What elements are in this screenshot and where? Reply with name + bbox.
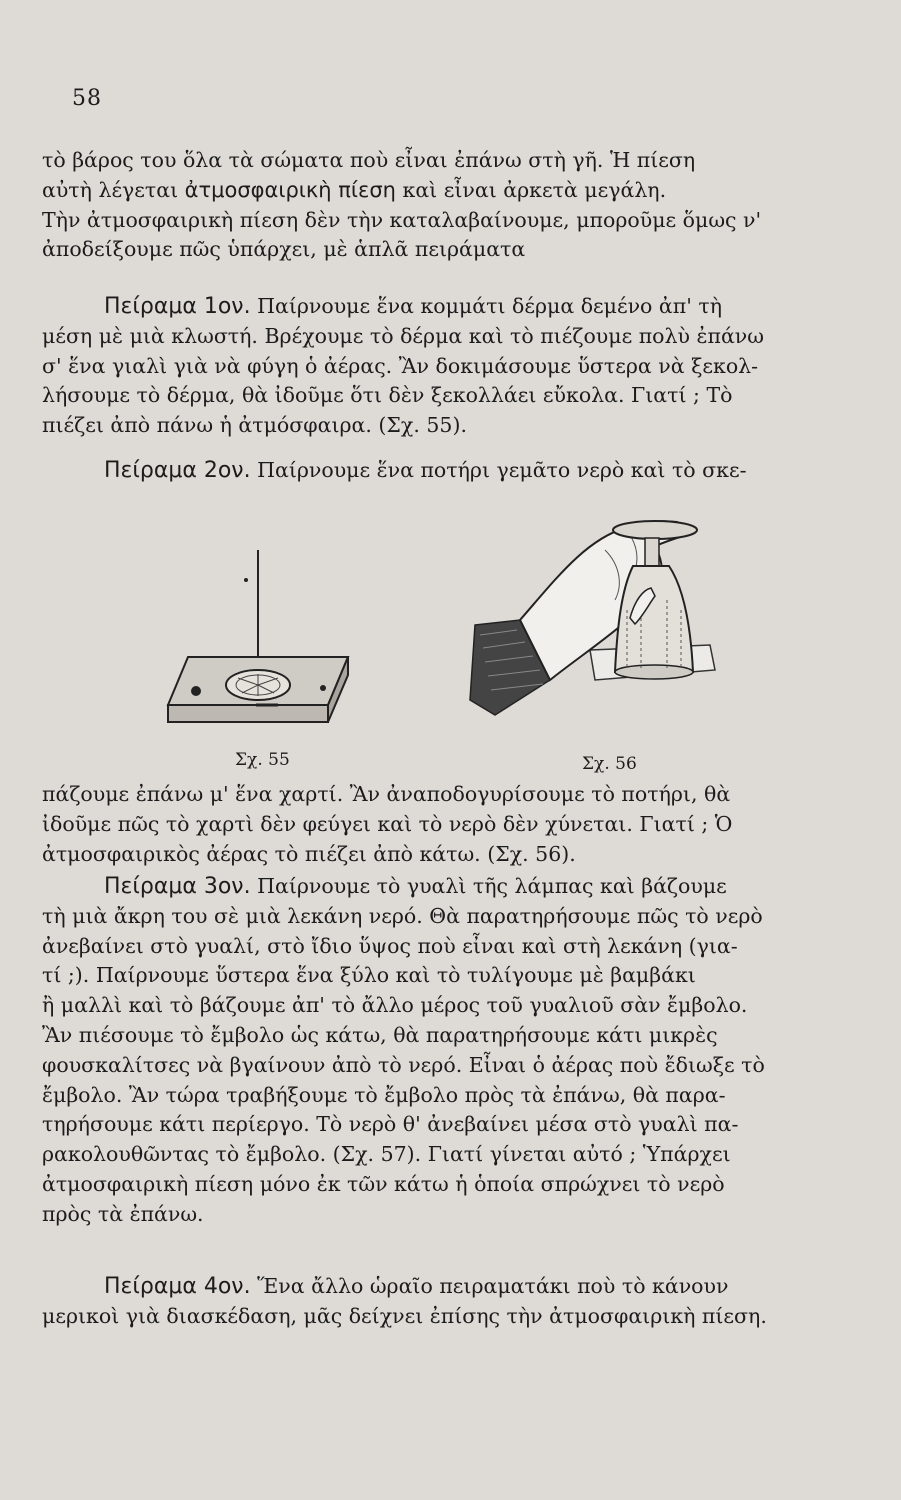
- experiment-3-heading: Πείραμα 3ον.: [104, 874, 251, 899]
- text-line: Τὴν ἀτμοσφαιρικὴ πίεση δὲν τὴν καταλαβαίνουμε, μποροῦμε ὅμως ν': [42, 207, 762, 232]
- experiment-2-heading: Πείραμα 2ον.: [104, 458, 251, 483]
- text-line: ἀτμοσφαιρικὴ πίεση μόνο ἐκ τῶν κάτω ἡ ὁποία σπρώχνει τὸ νερὸ: [42, 1171, 725, 1196]
- experiment-3-paragraph: [42, 872, 842, 1230]
- figure-55-caption: Σχ. 55: [235, 750, 290, 770]
- text-line: ἀποδείξουμε πῶς ὑπάρχει, μὲ ἁπλᾶ πειράματα: [42, 237, 526, 262]
- text-line: τὸ βάρος του ὅλα τὰ σώματα ποὺ εἶναι ἐπάνω στὴ γῆ. Ἡ πίεση: [42, 148, 696, 172]
- experiment-2-paragraph: [42, 456, 842, 486]
- experiment-4-paragraph: [42, 1272, 842, 1332]
- text-line: τί ;). Παίρνουμε ὕστερα ἕνα ξύλο καὶ τὸ τυλίγουμε μὲ βαμβάκι: [42, 963, 696, 988]
- experiment-4-heading: Πείραμα 4ον.: [104, 1274, 251, 1299]
- text-line: ἔμβολο. Ἂν τώρα τραβήξουμε τὸ ἔμβολο πρὸς τὰ ἐπάνω, θὰ παρα-: [42, 1082, 726, 1107]
- text-line: σ' ἕνα γιαλὶ γιὰ νὰ φύγη ὁ ἀέρας. Ἂν δοκιμάσουμε ὕστερα νὰ ξεκολ-: [42, 353, 759, 378]
- page-number: 58: [72, 86, 102, 111]
- text-line: μέση μὲ μιὰ κλωστή. Βρέχουμε τὸ δέρμα καὶ τὸ πιέζουμε πολὺ ἐπάνω: [42, 323, 764, 348]
- text-line: ἢ μαλλὶ καὶ τὸ βάζουμε ἀπ' τὸ ἄλλο μέρος τοῦ γυαλιοῦ σὰν ἔμβολο.: [42, 993, 748, 1018]
- experiment-4-first-line: Πείραμα 4ον. Ἕνα ἄλλο ὡραῖο πειραματάκι ποὺ τὸ κάνουν: [104, 1274, 729, 1299]
- text-line: Ἂν πιέσουμε τὸ ἔμβολο ὡς κάτω, θὰ παρατηρήσουμε κάτι μικρὲς: [42, 1022, 718, 1047]
- figure-56-illustration: [455, 500, 755, 745]
- experiment-3-first-line: Πείραμα 3ον. Παίρνουμε τὸ γυαλὶ τῆς λάμπας καὶ βάζουμε: [104, 874, 727, 899]
- experiment-1-paragraph: [42, 292, 842, 441]
- text-line-with-term: αὐτὴ λέγεται ἀτμοσφαιρικὴ πίεση καὶ εἶναι ἀρκετὰ μεγάλη.: [42, 177, 667, 202]
- text-line: φουσκαλίτσες νὰ βγαίνουν ἀπὸ τὸ νερό. Εἶναι ὁ ἀέρας ποὺ ἔδιωξε τὸ: [42, 1052, 765, 1077]
- key-term: ἀτμοσφαιρικὴ πίεση: [184, 177, 396, 202]
- text-line: πρὸς τὰ ἐπάνω.: [42, 1201, 204, 1226]
- text-line: τηρήσουμε κάτι περίεργο. Τὸ νερὸ θ' ἀνεβαίνει μέσα στὸ γυαλὶ πα-: [42, 1112, 739, 1137]
- text-line: ἀνεβαίνει στὸ γυαλί, στὸ ἴδιο ὕψος ποὺ εἶναι καὶ στὴ λεκάνη (για-: [42, 933, 738, 958]
- text-line: λήσουμε τὸ δέρμα, θὰ ἰδοῦμε ὅτι δὲν ξεκολλάει εὔκολα. Γιατί ; Τὸ: [42, 383, 733, 408]
- text-line: πάζουμε ἐπάνω μ' ἕνα χαρτί. Ἂν ἀναποδογυρίσουμε τὸ ποτήρι, θὰ: [42, 782, 731, 806]
- text-line: ρακολουθῶντας τὸ ἔμβολο. (Σχ. 57). Γιατί γίνεται αὐτό ; Ὑπάρχει: [42, 1142, 731, 1167]
- figure-55-illustration: [158, 545, 358, 745]
- experiment-1-first-line: Πείραμα 1ον. Παίρνουμε ἕνα κομμάτι δέρμα δεμένο ἀπ' τὴ: [104, 294, 723, 319]
- text-line: πιέζει ἀπὸ πάνω ἡ ἀτμόσφαιρα. (Σχ. 55).: [42, 413, 467, 438]
- text-line: τὴ μιὰ ἄκρη του σὲ μιὰ λεκάνη νερό. Θὰ παρατηρήσουμε πῶς τὸ νερὸ: [42, 903, 763, 928]
- text-line: μερικοὶ γιὰ διασκέδαση, μᾶς δείχνει ἐπίσης τὴν ἀτμοσφαιρικὴ πίεση.: [42, 1303, 767, 1328]
- opening-paragraph: [42, 146, 842, 265]
- experiment-1-heading: Πείραμα 1ον.: [104, 294, 251, 319]
- continuation-paragraph: [42, 780, 842, 869]
- experiment-2-first-line: Πείραμα 2ον. Παίρνουμε ἕνα ποτήρι γεμᾶτο νερὸ καὶ τὸ σκε-: [104, 458, 747, 483]
- text-line: ἰδοῦμε πῶς τὸ χαρτὶ δὲν φεύγει καὶ τὸ νερὸ δὲν χύνεται. Γιατί ; Ὁ: [42, 811, 733, 836]
- figure-56-caption: Σχ. 56: [582, 754, 637, 774]
- text-line: ἀτμοσφαιρικὸς ἀέρας τὸ πιέζει ἀπὸ κάτω. (Σχ. 56).: [42, 841, 576, 866]
